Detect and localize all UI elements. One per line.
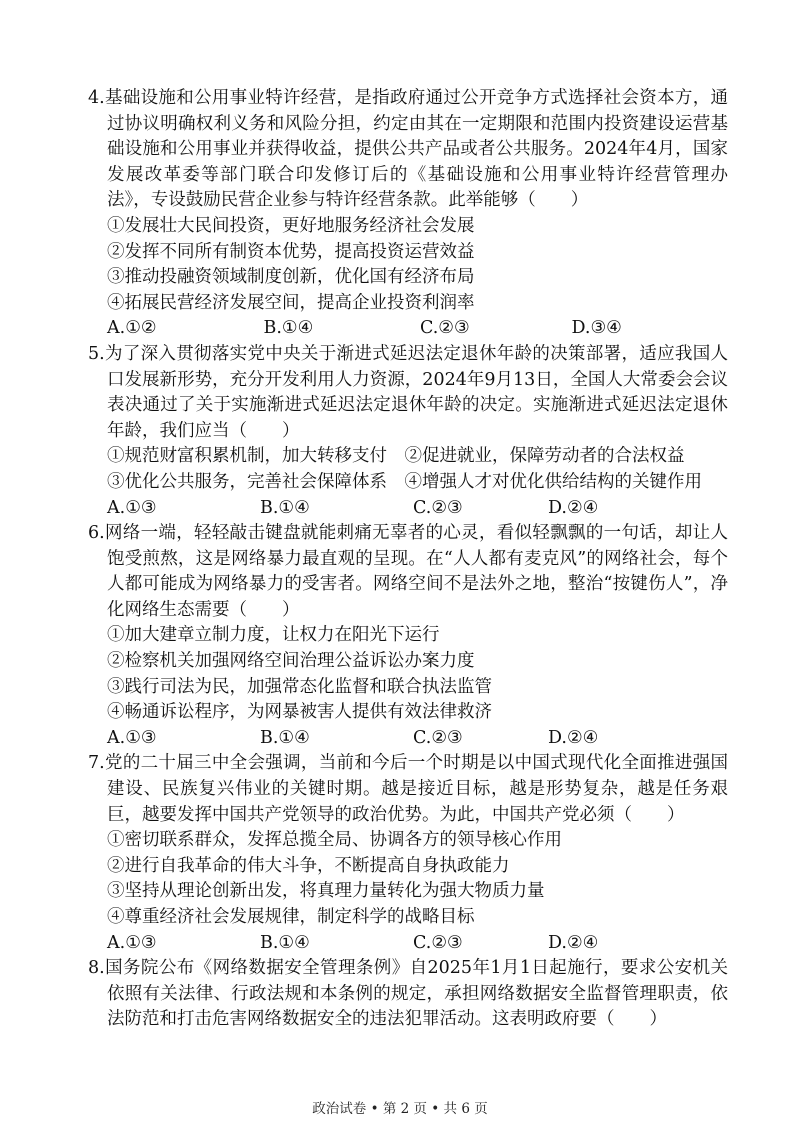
question-number: 7. [88,753,105,774]
question-number: 8. [88,958,105,979]
answer-options [88,316,728,342]
statement-3: ③坚持从理论创新出发，将真理力量转化为强大物质力量 [107,881,545,902]
question-text: 网络一端，轻轻敲击键盘就能刺痛无辜者的心灵，看似轻飘飘的一句话，却让人饱受煎熬，这是网络暴力最直观的呈现。在“人人都有麦克风”的网络社会，每个人都可能成为网络暴力的受害者。网络空间不是法外之地，整治“按键伤人”，净化网络生态需要（ ） [104,523,728,620]
option-a: A.①③ [107,497,157,518]
statement-1: ①密切联系群众，发挥总揽全局、协调各方的领导核心作用 [107,830,562,851]
statement-4: ④拓展民营经济发展空间，提高企业投资利润率 [107,292,475,313]
question-text: 党的二十届三中全会强调，当前和今后一个时期是以中国式现代化全面推进强国建设、民族复兴伟业的关键时期。越是接近目标，越是形势复杂，越是任务艰巨，越要发挥中国共产党领导的政治优势。为此，中国共产党必须（ ） [104,753,728,825]
option-c: C.②③ [413,932,463,953]
option-a: A.①② [107,318,157,339]
option-a: A.①③ [107,932,157,953]
question-5 [88,342,728,521]
question-number: 4. [88,88,105,108]
option-c: C.②③ [419,318,470,339]
option-b: B.①④ [260,497,310,518]
question-stem [88,86,728,214]
question-text: 为了深入贯彻落实党中央关于渐进式延迟法定退休年龄的决策部署，适应我国人口发展新形势，充分开发利用人力资源，2024年9月13日，全国人大常委会会议表决通过了关于实施渐进式延迟法定退休年龄的决定。实施渐进式延迟法定退休年龄，我们应当（ ） [104,343,728,441]
question-text: 基础设施和公用事业特许经营，是指政府通过公开竞争方式选择社会资本方，通过协议明确权利义务和风险分担，约定由其在一定期限和范围内投资建设运营基础设施和公用事业并获得收益，提供公共产品或者公共服务。2024年4月，国家发展改革委等部门联合印发修订后的《基础设施和公用事业特许经营管理办法》，专设鼓励民营企业参与特许经营条款。此举能够（ ） [104,88,728,211]
statement-1: ①发展壮大民间投资，更好地服务经济社会发展 [107,215,475,236]
statement-line-1: ①规范财富积累机制，加大转移支付 ②促进就业，保障劳动者的合法权益 [107,446,685,467]
statement-list [88,214,728,316]
option-b: B.①④ [263,318,314,339]
question-8 [88,956,728,1033]
option-d: D.②④ [548,727,599,748]
question-stem [88,342,728,444]
question-number: 5. [88,343,105,364]
statement-4: ④畅通诉讼程序，为网暴被害人提供有效法律救济 [107,702,492,723]
option-c: C.②③ [413,727,463,748]
option-d: D.②④ [548,932,599,953]
answer-options [88,496,728,522]
question-4 [88,86,728,342]
question-number: 6. [88,523,105,544]
question-list [88,86,728,1033]
answer-options [88,726,728,752]
statement-list [88,623,728,725]
option-d: D.②④ [548,497,599,518]
question-7 [88,751,728,956]
answer-options [88,931,728,957]
statement-3: ③推动投融资领域制度创新，优化国有经济布局 [107,267,475,288]
question-stem [88,521,728,623]
page-footer: 政治试卷 • 第 2 页 • 共 6 页 [312,1101,488,1117]
question-6 [88,521,728,751]
option-a: A.①③ [107,727,157,748]
option-b: B.①④ [260,727,310,748]
statement-line-2: ③优化公共服务，完善社会保障体系 ④增强人才对优化供给结构的关键作用 [107,471,702,492]
statement-list [88,828,728,930]
statement-1: ①加大建章立制力度，让权力在阳光下运行 [107,625,440,646]
statement-4: ④尊重经济社会发展规律，制定科学的战略目标 [107,907,475,927]
statement-2: ②进行自我革命的伟大斗争，不断提高自身执政能力 [107,855,510,876]
option-c: C.②③ [413,497,463,518]
option-d: D.③④ [571,318,622,339]
question-stem [88,751,728,828]
statement-3: ③践行司法为民，加强常态化监督和联合执法监管 [107,676,492,697]
statement-2: ②发挥不同所有制资本优势，提高投资运营效益 [107,241,475,262]
statement-2: ②检察机关加强网络空间治理公益诉讼办案力度 [107,651,475,672]
question-stem [88,956,728,1033]
option-b: B.①④ [260,932,310,953]
question-text: 国务院公布《网络数据安全管理条例》自2025年1月1日起施行，要求公安机关依照有关法律、行政法规和本条例的规定，承担网络数据安全监督管理职责，依法防范和打击危害网络数据安全的违法犯罪活动。这表明政府要（ ） [104,958,728,1030]
